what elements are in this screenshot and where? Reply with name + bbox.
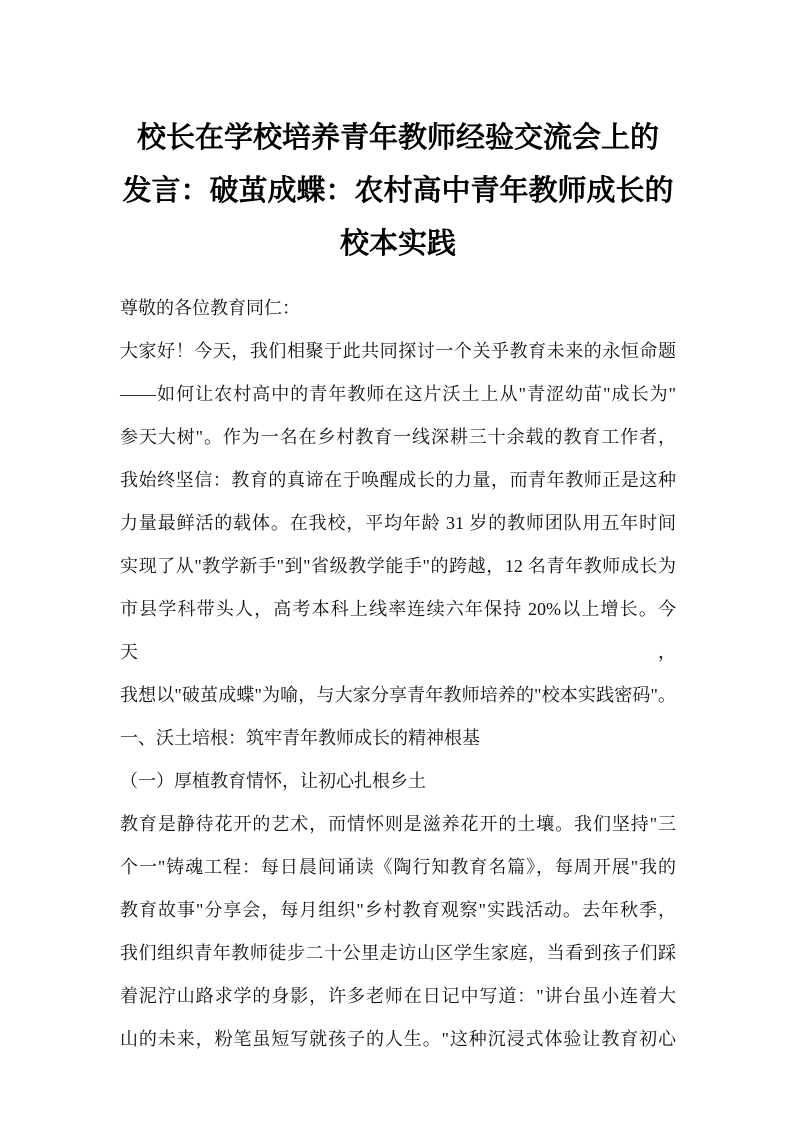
text-line: 实现了从"教学新手"到"省级教学能手"的跨越，12 名青年教师成长为 [120,556,676,576]
text-line: 山的未来，粉笔虽短写就孩子的人生。"这种沉浸式体验让教育初心 [120,1029,676,1049]
paragraph-heading-level-2 [120,760,676,803]
title-line: 校长在学校培养青年教师经验交流会上的 [136,122,659,154]
document-body [120,287,676,1061]
text-line: 着泥泞山路求学的身影，许多老师在日记中写道："讲台虽小连着大 [120,986,676,1006]
paragraph-body [120,803,676,1061]
text-line: 教育故事"分享会，每月组织"乡村教育观察"实践活动。去年秋季， [120,900,676,920]
text-line: （一）厚植教育情怀，让初心扎根乡土 [120,771,426,791]
text-line: 力量最鲜活的载体。在我校，平均年龄 31 岁的教师团队用五年时间 [120,513,676,533]
text-line: 市县学科带头人，高考本科上线率连续六年保持 20%以上增长。今天， [120,599,676,662]
paragraph-heading-level-1 [120,717,676,760]
paragraph-body [120,330,676,717]
text-line: 大家好！今天，我们相聚于此共同探讨一个关乎教育未来的永恒命题 [120,341,676,361]
text-line: 尊敬的各位教育同仁： [120,298,300,318]
text-line: 个一"铸魂工程：每日晨间诵读《陶行知教育名篇》，每周开展"我的 [120,857,676,877]
text-line: 参天大树"。作为一名在乡村教育一线深耕三十余载的教育工作者， [120,427,676,447]
text-line: 我始终坚信：教育的真谛在于唤醒成长的力量，而青年教师正是这种 [120,470,676,490]
text-line: ——如何让农村高中的青年教师在这片沃土上从"青涩幼苗"成长为" [120,384,676,404]
text-line: 教育是静待花开的艺术，而情怀则是滋养花开的土壤。我们坚持"三 [120,814,676,834]
text-line: 一、沃土培根：筑牢青年教师成长的精神根基 [120,728,480,748]
paragraph-salutation [120,287,676,330]
document-title [120,112,676,271]
text-line: 我们组织青年教师徒步二十公里走访山区学生家庭，当看到孩子们踩 [120,943,676,963]
title-line: 发言：破茧成蝶：农村高中青年教师成长的 [122,175,674,207]
text-line: 我想以"破茧成蝶"为喻，与大家分享青年教师培养的"校本实践密码"。 [120,685,676,705]
title-line: 校本实践 [339,228,456,260]
